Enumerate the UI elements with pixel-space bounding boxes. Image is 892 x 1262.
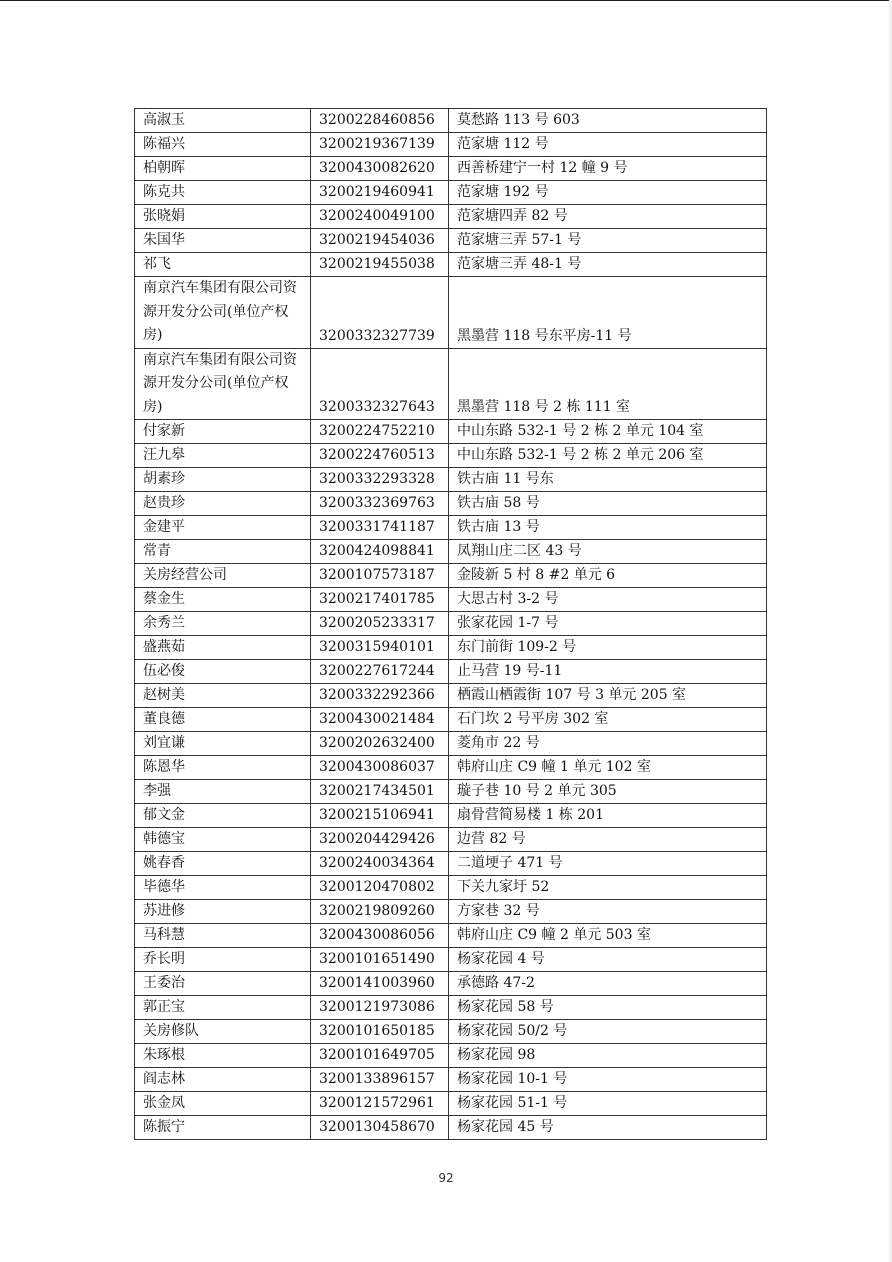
table-row — [135, 828, 767, 852]
address-cell: 二道埂子 471 号 — [449, 852, 767, 876]
address-cell: 范家塘四弄 82 号 — [449, 205, 767, 229]
address-cell: 范家塘三弄 57-1 号 — [449, 229, 767, 253]
table-row — [135, 1092, 767, 1116]
address-cell: 方家巷 32 号 — [449, 900, 767, 924]
address-cell: 杨家花园 45 号 — [449, 1116, 767, 1140]
name-cell: 乔长明 — [135, 948, 311, 972]
code-cell: 3200120470802 — [311, 876, 449, 900]
table-row — [135, 420, 767, 444]
name-cell: 朱国华 — [135, 229, 311, 253]
address-cell: 大思古村 3-2 号 — [449, 588, 767, 612]
name-cell: 关房经营公司 — [135, 564, 311, 588]
code-cell: 3200217401785 — [311, 588, 449, 612]
name-cell: 毕德华 — [135, 876, 311, 900]
code-cell: 3200133896157 — [311, 1068, 449, 1092]
address-cell: 石门坎 2 号平房 302 室 — [449, 708, 767, 732]
address-cell: 杨家花园 51-1 号 — [449, 1092, 767, 1116]
address-cell: 铁古庙 13 号 — [449, 516, 767, 540]
address-cell: 西善桥建宁一村 12 幢 9 号 — [449, 157, 767, 181]
address-cell: 杨家花园 58 号 — [449, 996, 767, 1020]
address-cell: 中山东路 532-1 号 2 栋 2 单元 104 室 — [449, 420, 767, 444]
table-row — [135, 516, 767, 540]
name-cell: 胡素珍 — [135, 468, 311, 492]
table-row — [135, 229, 767, 253]
code-cell: 3200202632400 — [311, 732, 449, 756]
name-cell: 付家新 — [135, 420, 311, 444]
code-cell: 3200240034364 — [311, 852, 449, 876]
code-cell: 3200331741187 — [311, 516, 449, 540]
table-row — [135, 1044, 767, 1068]
table-row — [135, 492, 767, 516]
code-cell: 3200219454036 — [311, 229, 449, 253]
table-row — [135, 444, 767, 468]
address-cell: 范家塘 112 号 — [449, 133, 767, 157]
table-row — [135, 876, 767, 900]
address-cell: 扇骨营简易楼 1 栋 201 — [449, 804, 767, 828]
table-row — [135, 636, 767, 660]
code-cell: 3200101650185 — [311, 1020, 449, 1044]
address-cell: 杨家花园 98 — [449, 1044, 767, 1068]
name-cell: 陈克共 — [135, 181, 311, 205]
code-cell: 3200424098841 — [311, 540, 449, 564]
table-row — [135, 900, 767, 924]
name-cell: 郁文金 — [135, 804, 311, 828]
table-row — [135, 924, 767, 948]
name-cell: 刘宜谦 — [135, 732, 311, 756]
name-cell: 姚春香 — [135, 852, 311, 876]
page-number: 92 — [438, 1171, 454, 1185]
address-cell: 杨家花园 10-1 号 — [449, 1068, 767, 1092]
code-cell: 3200228460856 — [311, 109, 449, 133]
code-cell: 3200224760513 — [311, 444, 449, 468]
name-cell: 金建平 — [135, 516, 311, 540]
address-cell: 范家塘三弄 48-1 号 — [449, 253, 767, 277]
table-row — [135, 588, 767, 612]
table-row — [135, 708, 767, 732]
name-cell: 李强 — [135, 780, 311, 804]
code-cell: 3200217434501 — [311, 780, 449, 804]
address-cell: 黑墨营 118 号东平房-11 号 — [449, 277, 767, 349]
table-row — [135, 972, 767, 996]
name-cell: 陈福兴 — [135, 133, 311, 157]
name-cell: 南京汽车集团有限公司资源开发分公司(单位产权房) — [135, 348, 311, 420]
name-cell: 南京汽车集团有限公司资源开发分公司(单位产权房) — [135, 277, 311, 349]
code-cell: 3200430086056 — [311, 924, 449, 948]
records-table — [134, 108, 767, 1140]
address-cell: 承德路 47-2 — [449, 972, 767, 996]
address-cell: 菱角市 22 号 — [449, 732, 767, 756]
name-cell: 赵树美 — [135, 684, 311, 708]
name-cell: 高淑玉 — [135, 109, 311, 133]
address-cell: 韩府山庄 C9 幢 1 单元 102 室 — [449, 756, 767, 780]
address-cell: 东门前街 109-2 号 — [449, 636, 767, 660]
address-cell: 范家塘 192 号 — [449, 181, 767, 205]
address-cell: 璇子巷 10 号 2 单元 305 — [449, 780, 767, 804]
name-cell: 阎志林 — [135, 1068, 311, 1092]
table-row — [135, 996, 767, 1020]
table-row — [135, 157, 767, 181]
table-row — [135, 205, 767, 229]
name-cell: 韩德宝 — [135, 828, 311, 852]
code-cell: 3200141003960 — [311, 972, 449, 996]
table-row — [135, 1020, 767, 1044]
address-cell: 莫愁路 113 号 603 — [449, 109, 767, 133]
address-cell: 铁古庙 58 号 — [449, 492, 767, 516]
name-cell: 张金凤 — [135, 1092, 311, 1116]
name-cell: 苏进修 — [135, 900, 311, 924]
code-cell: 3200205233317 — [311, 612, 449, 636]
code-cell: 3200219460941 — [311, 181, 449, 205]
code-cell: 3200224752210 — [311, 420, 449, 444]
code-cell: 3200101651490 — [311, 948, 449, 972]
address-cell: 凤翔山庄二区 43 号 — [449, 540, 767, 564]
address-cell: 金陵新 5 村 8 #2 单元 6 — [449, 564, 767, 588]
code-cell: 3200219809260 — [311, 900, 449, 924]
code-cell: 3200430086037 — [311, 756, 449, 780]
address-cell: 杨家花园 4 号 — [449, 948, 767, 972]
name-cell: 张晓娟 — [135, 205, 311, 229]
table-row — [135, 612, 767, 636]
table-row — [135, 1116, 767, 1140]
records-table-body — [135, 109, 767, 1140]
name-cell: 赵贵珍 — [135, 492, 311, 516]
code-cell: 3200121973086 — [311, 996, 449, 1020]
address-cell: 止马营 19 号-11 — [449, 660, 767, 684]
address-cell: 中山东路 532-1 号 2 栋 2 单元 206 室 — [449, 444, 767, 468]
name-cell: 陈振宁 — [135, 1116, 311, 1140]
address-cell: 边营 82 号 — [449, 828, 767, 852]
code-cell: 3200121572961 — [311, 1092, 449, 1116]
name-cell: 祁飞 — [135, 253, 311, 277]
table-row — [135, 564, 767, 588]
code-cell: 3200430021484 — [311, 708, 449, 732]
name-cell: 董良德 — [135, 708, 311, 732]
code-cell: 3200219367139 — [311, 133, 449, 157]
table-row — [135, 804, 767, 828]
name-cell: 盛燕茹 — [135, 636, 311, 660]
code-cell: 3200430082620 — [311, 157, 449, 181]
name-cell: 伍必俊 — [135, 660, 311, 684]
name-cell: 郭正宝 — [135, 996, 311, 1020]
code-cell: 3200332327739 — [311, 277, 449, 349]
code-cell: 3200332327643 — [311, 348, 449, 420]
code-cell: 3200101649705 — [311, 1044, 449, 1068]
address-cell: 下关九家圩 52 — [449, 876, 767, 900]
table-row — [135, 133, 767, 157]
name-cell: 朱琢根 — [135, 1044, 311, 1068]
code-cell: 3200240049100 — [311, 205, 449, 229]
table-row — [135, 109, 767, 133]
table-row — [135, 660, 767, 684]
name-cell: 蔡金生 — [135, 588, 311, 612]
table-row — [135, 540, 767, 564]
name-cell: 常青 — [135, 540, 311, 564]
table-row — [135, 348, 767, 420]
name-cell: 关房修队 — [135, 1020, 311, 1044]
table-row — [135, 684, 767, 708]
code-cell: 3200315940101 — [311, 636, 449, 660]
name-cell: 王委治 — [135, 972, 311, 996]
name-cell: 余秀兰 — [135, 612, 311, 636]
table-row — [135, 181, 767, 205]
table-row — [135, 277, 767, 349]
address-cell: 张家花园 1-7 号 — [449, 612, 767, 636]
table-row — [135, 948, 767, 972]
address-cell: 栖霞山栖霞街 107 号 3 单元 205 室 — [449, 684, 767, 708]
address-cell: 铁古庙 11 号东 — [449, 468, 767, 492]
code-cell: 3200332293328 — [311, 468, 449, 492]
code-cell: 3200107573187 — [311, 564, 449, 588]
code-cell: 3200204429426 — [311, 828, 449, 852]
table-row — [135, 1068, 767, 1092]
code-cell: 3200227617244 — [311, 660, 449, 684]
table-row — [135, 852, 767, 876]
code-cell: 3200219455038 — [311, 253, 449, 277]
address-cell: 黑墨营 118 号 2 栋 111 室 — [449, 348, 767, 420]
table-row — [135, 756, 767, 780]
table-row — [135, 732, 767, 756]
code-cell: 3200215106941 — [311, 804, 449, 828]
name-cell: 柏朝晖 — [135, 157, 311, 181]
code-cell: 3200332292366 — [311, 684, 449, 708]
top-border-line — [0, 0, 892, 1]
table-row — [135, 780, 767, 804]
code-cell: 3200130458670 — [311, 1116, 449, 1140]
code-cell: 3200332369763 — [311, 492, 449, 516]
name-cell: 汪九皋 — [135, 444, 311, 468]
table-row — [135, 253, 767, 277]
name-cell: 马科慧 — [135, 924, 311, 948]
address-cell: 韩府山庄 C9 幢 2 单元 503 室 — [449, 924, 767, 948]
name-cell: 陈恩华 — [135, 756, 311, 780]
address-cell: 杨家花园 50/2 号 — [449, 1020, 767, 1044]
table-row — [135, 468, 767, 492]
